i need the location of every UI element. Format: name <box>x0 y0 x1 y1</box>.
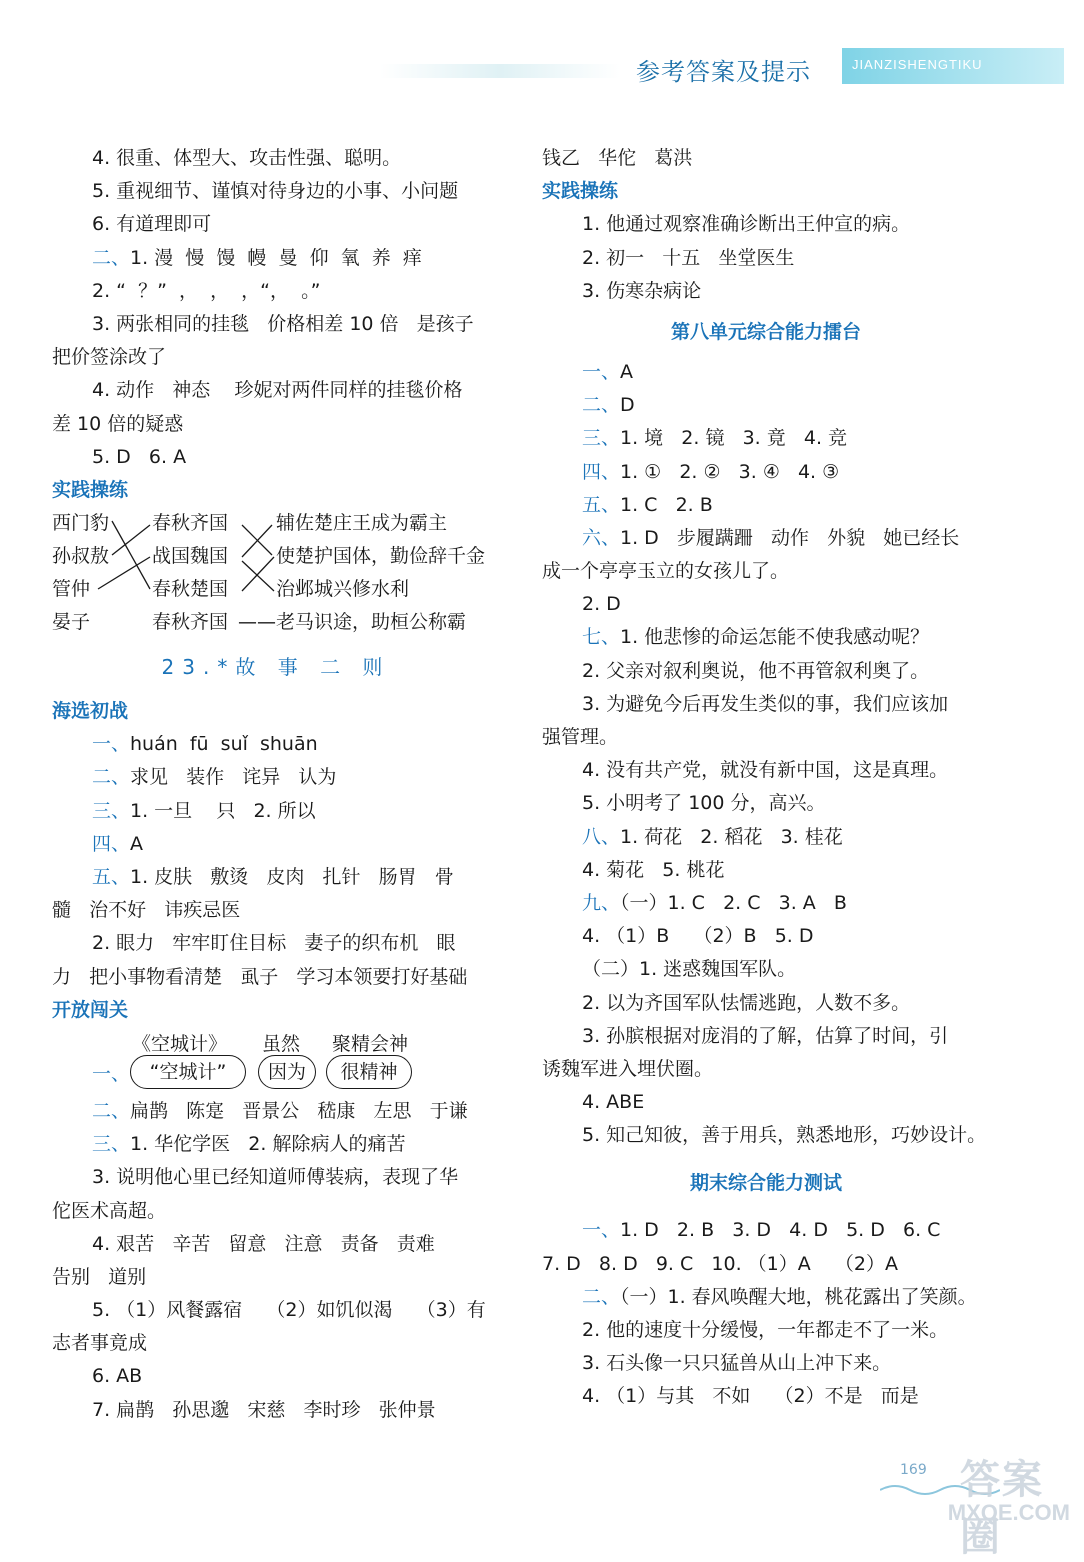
item-number: 一、 <box>92 733 131 756</box>
header-brand-bar <box>842 48 1064 84</box>
answer-line: 5. （1）风餐露宿 （2）如饥似渴 （3）有 <box>92 1299 486 1322</box>
answer-line: 2. 父亲对叙利奥说，他不再管叙利奥了。 <box>582 659 930 682</box>
answer-line: 髓 治不好 讳疾忌医 <box>52 899 241 922</box>
answer-text: 1. D 步履蹒跚 动作 外貌 她已经长 <box>620 526 960 549</box>
left-column <box>52 142 500 1427</box>
answer-line <box>52 795 500 828</box>
answer-text: 1. 荷花 2. 稻花 3. 桂花 <box>620 825 843 848</box>
answer-line: 差 10 倍的疑惑 <box>52 412 184 435</box>
answer-line: 力 把小事物看清楚 虱子 学习本领要打好基础 <box>52 965 468 988</box>
answer-line <box>52 1128 500 1161</box>
item-number: 三、 <box>92 799 131 822</box>
match-deed: 治邺城兴修水利 <box>276 578 410 601</box>
answer-text: 1. 他悲惨的命运怎能不使我感动呢？ <box>620 626 930 649</box>
item-number: 五、 <box>582 493 621 516</box>
match-deed: 使楚护国体，勤俭辞千金 <box>276 545 486 568</box>
answer-line: 佗医术高超。 <box>52 1199 167 1222</box>
item-number: 四、 <box>92 832 131 855</box>
answer-line <box>52 828 500 861</box>
answer-line <box>542 422 990 455</box>
section-heading-practice: 实践操练 <box>542 180 619 203</box>
item-number: 二、 <box>92 766 131 789</box>
item-number: 三、 <box>92 1133 131 1156</box>
answer-line: 成一个亭亭玉立的女孩儿了。 <box>542 560 790 583</box>
header-brand: JIANZISHENGTIKU <box>852 57 983 72</box>
answer-text: 求见 装作 诧异 认为 <box>130 766 337 789</box>
answer-line <box>52 861 500 894</box>
answer-line <box>542 522 990 555</box>
item-number: 二、 <box>92 246 131 269</box>
answer-line: 4. ABE <box>582 1091 645 1114</box>
answer-line: 强管理。 <box>542 726 619 748</box>
answer-text: huán fū suǐ shuān <box>130 733 318 756</box>
answer-line <box>542 1281 990 1314</box>
watermark-logo <box>947 1448 1076 1560</box>
answer-line <box>542 389 990 422</box>
match-person: 西门豹 <box>52 512 110 535</box>
answer-line: 4. 动作 神态 珍妮对两件同样的挂毯价格 <box>92 379 463 402</box>
answer-text: A <box>130 832 144 855</box>
answer-line: 3. 说明他心里已经知道师傅装病，表现了华 <box>92 1166 459 1189</box>
answer-text: 扁鹊 陈寔 晋景公 嵇康 左思 于谦 <box>130 1099 468 1122</box>
header-decoration <box>380 64 620 78</box>
match-deed: 辅佐楚庄王成为霸主 <box>276 512 448 535</box>
matching-exercise <box>52 507 500 639</box>
match-state: 战国魏国 <box>152 545 229 568</box>
answer-line <box>542 489 990 522</box>
answer-line: 把价签涂改了 <box>52 346 167 369</box>
answer-line: 6. 有道理即可 <box>92 213 212 236</box>
circled-word: 很精神 <box>326 1055 412 1089</box>
right-column <box>542 142 990 1414</box>
match-state: 春秋齐国 <box>152 611 229 634</box>
answer-line: （二）1. 迷惑魏国军队。 <box>582 958 797 981</box>
match-person: 管仲 <box>52 578 91 601</box>
answer-line: 3. 为避免今后再发生类似的事，我们应该加 <box>582 692 949 715</box>
answer-line: 2. D <box>582 593 621 616</box>
answer-line <box>542 621 990 654</box>
answer-line <box>542 456 990 489</box>
answer-text: 1. 一旦 只 2. 所以 <box>130 799 316 822</box>
item-number: 四、 <box>582 460 621 483</box>
answer-line: 4. 菊花 5. 桃花 <box>582 858 725 881</box>
answer-line: 2. 他的速度十分缓慢，一年都走不了一米。 <box>582 1319 949 1341</box>
answer-line: 3. 两张相同的挂毯 价格相差 10 倍 是孩子 <box>92 312 474 335</box>
page-header-title: 参考答案及提示 <box>636 58 811 86</box>
answer-text: （一）1. C 2. C 3. A B <box>620 891 847 914</box>
page-number: 169 <box>900 1462 927 1478</box>
answer-text: D <box>620 394 635 417</box>
answer-line: 4. 没有共产党，就没有新中国，这是真理。 <box>582 759 949 782</box>
answer-text: 1. 境 2. 镜 3. 竟 4. 竞 <box>620 427 848 450</box>
answer-line <box>542 821 990 854</box>
answer-line <box>52 1095 500 1128</box>
answer-line: 2. 以为齐国军队怯懦逃跑，人数不多。 <box>582 991 911 1014</box>
item-number: 二、 <box>582 1285 621 1308</box>
answer-text: 1. 皮肤 敷烫 皮肉 扎针 肠胃 骨 <box>130 866 454 888</box>
answer-line: 1. 他通过观察准确诊断出王仲宣的病。 <box>582 213 911 236</box>
answer-line: 3. 石头像一只只猛兽从山上冲下来。 <box>582 1352 892 1375</box>
section-heading-open: 开放闯关 <box>52 998 129 1021</box>
answer-line: 3. 孙膑根据对庞涓的了解，估算了时间，引 <box>582 1024 949 1047</box>
circled-word: “空城计” <box>130 1055 246 1089</box>
match-person: 晏子 <box>52 611 91 634</box>
answer-line: 5. 重视细节、谨慎对待身边的小事、小问题 <box>92 180 459 203</box>
circled-word: 因为 <box>258 1055 316 1089</box>
answer-line: 4. （1）与其 不如 （2）不是 而是 <box>582 1385 919 1408</box>
item-number: 一、 <box>582 360 621 383</box>
answer-line: 4. （1）B （2）B 5. D <box>582 925 814 948</box>
answer-text: 1. ① 2. ② 3. ④ 4. ③ <box>620 460 840 483</box>
answer-line: 志者事竟成 <box>52 1332 148 1355</box>
answer-text: 1. 漫 慢 馒 幔 曼 仰 氧 养 痒 <box>130 246 422 269</box>
final-test-heading: 期末综合能力测试 <box>689 1172 842 1195</box>
section-heading-first-round: 海选初战 <box>52 700 129 723</box>
match-state: 春秋齐国 <box>152 512 229 535</box>
answer-text: 1. C 2. B <box>620 493 713 516</box>
item-number: 六、 <box>582 526 621 549</box>
answer-line: 6. AB <box>92 1365 143 1388</box>
answer-line <box>52 242 500 275</box>
answer-text: 1. 华佗学医 2. 解除病人的痛苦 <box>130 1133 406 1156</box>
section-heading-practice: 实践操练 <box>52 478 129 501</box>
answer-line <box>542 1214 990 1247</box>
answer-text: 1. D 2. B 3. D 4. D 5. D 6. C <box>620 1219 941 1242</box>
item-number: 三、 <box>582 427 621 450</box>
answer-text: A <box>620 360 634 383</box>
item-number: 七、 <box>582 626 621 649</box>
correction-exercise <box>52 1027 500 1095</box>
match-person: 孙叔敖 <box>52 545 110 568</box>
answer-line: 5. D 6. A <box>92 445 187 468</box>
answer-line: 3. 伤寒杂病论 <box>582 279 702 302</box>
answer-line: 钱乙 华佗 葛洪 <box>542 147 693 169</box>
item-number: 二、 <box>582 394 621 417</box>
answer-line: 2. “ ？” ， ， ，“， 。” <box>92 279 321 302</box>
match-state: 春秋楚国 <box>152 578 229 601</box>
item-number: 二、 <box>92 1099 131 1122</box>
item-number: 一、 <box>92 1062 131 1085</box>
item-number: 九、 <box>582 891 621 914</box>
answer-line: 5. 知己知彼，善于用兵，熟悉地形，巧妙设计。 <box>582 1124 987 1147</box>
item-number: 一、 <box>582 1219 621 1242</box>
lesson-title: 23.*故 事 二 则 <box>161 655 391 680</box>
match-deed: ——老马识途，助桓公称霸 <box>238 611 467 634</box>
answer-line <box>542 887 990 920</box>
original-word: 聚精会神 <box>332 1032 409 1055</box>
answer-line: 5. 小明考了 100 分，高兴。 <box>582 792 826 815</box>
answer-line: 4. 艰苦 辛苦 留意 注意 责备 责难 <box>92 1232 435 1255</box>
unit-heading: 第八单元综合能力擂台 <box>670 320 861 343</box>
answer-line: 诱魏军进入埋伏圈。 <box>542 1057 714 1080</box>
answer-text: （一）1. 春风唤醒大地，桃花露出了笑颜。 <box>620 1285 977 1308</box>
answer-line <box>52 761 500 794</box>
answer-line: 告别 道别 <box>52 1265 147 1288</box>
answer-line: 7. 扁鹊 孙思邈 宋慈 李时珍 张仲景 <box>92 1398 436 1421</box>
original-word: 《空城计》 <box>132 1032 228 1055</box>
answer-line: 2. 眼力 牢牢盯住目标 妻子的织布机 眼 <box>92 932 456 955</box>
answer-line: 4. 很重、体型大、攻击性强、聪明。 <box>92 147 402 169</box>
answer-line <box>52 728 500 761</box>
answer-line: 7. D 8. D 9. C 10. （1）A （2）A <box>542 1252 898 1275</box>
original-word: 虽然 <box>262 1032 301 1055</box>
item-number: 五、 <box>92 866 131 888</box>
item-number: 八、 <box>582 825 621 848</box>
watermark-text: 答案圈 <box>960 1457 1044 1560</box>
answer-line: 2. 初一 十五 坐堂医生 <box>582 246 795 269</box>
answer-line <box>542 356 990 389</box>
watermark-url: MXQE.COM <box>947 1500 1070 1525</box>
